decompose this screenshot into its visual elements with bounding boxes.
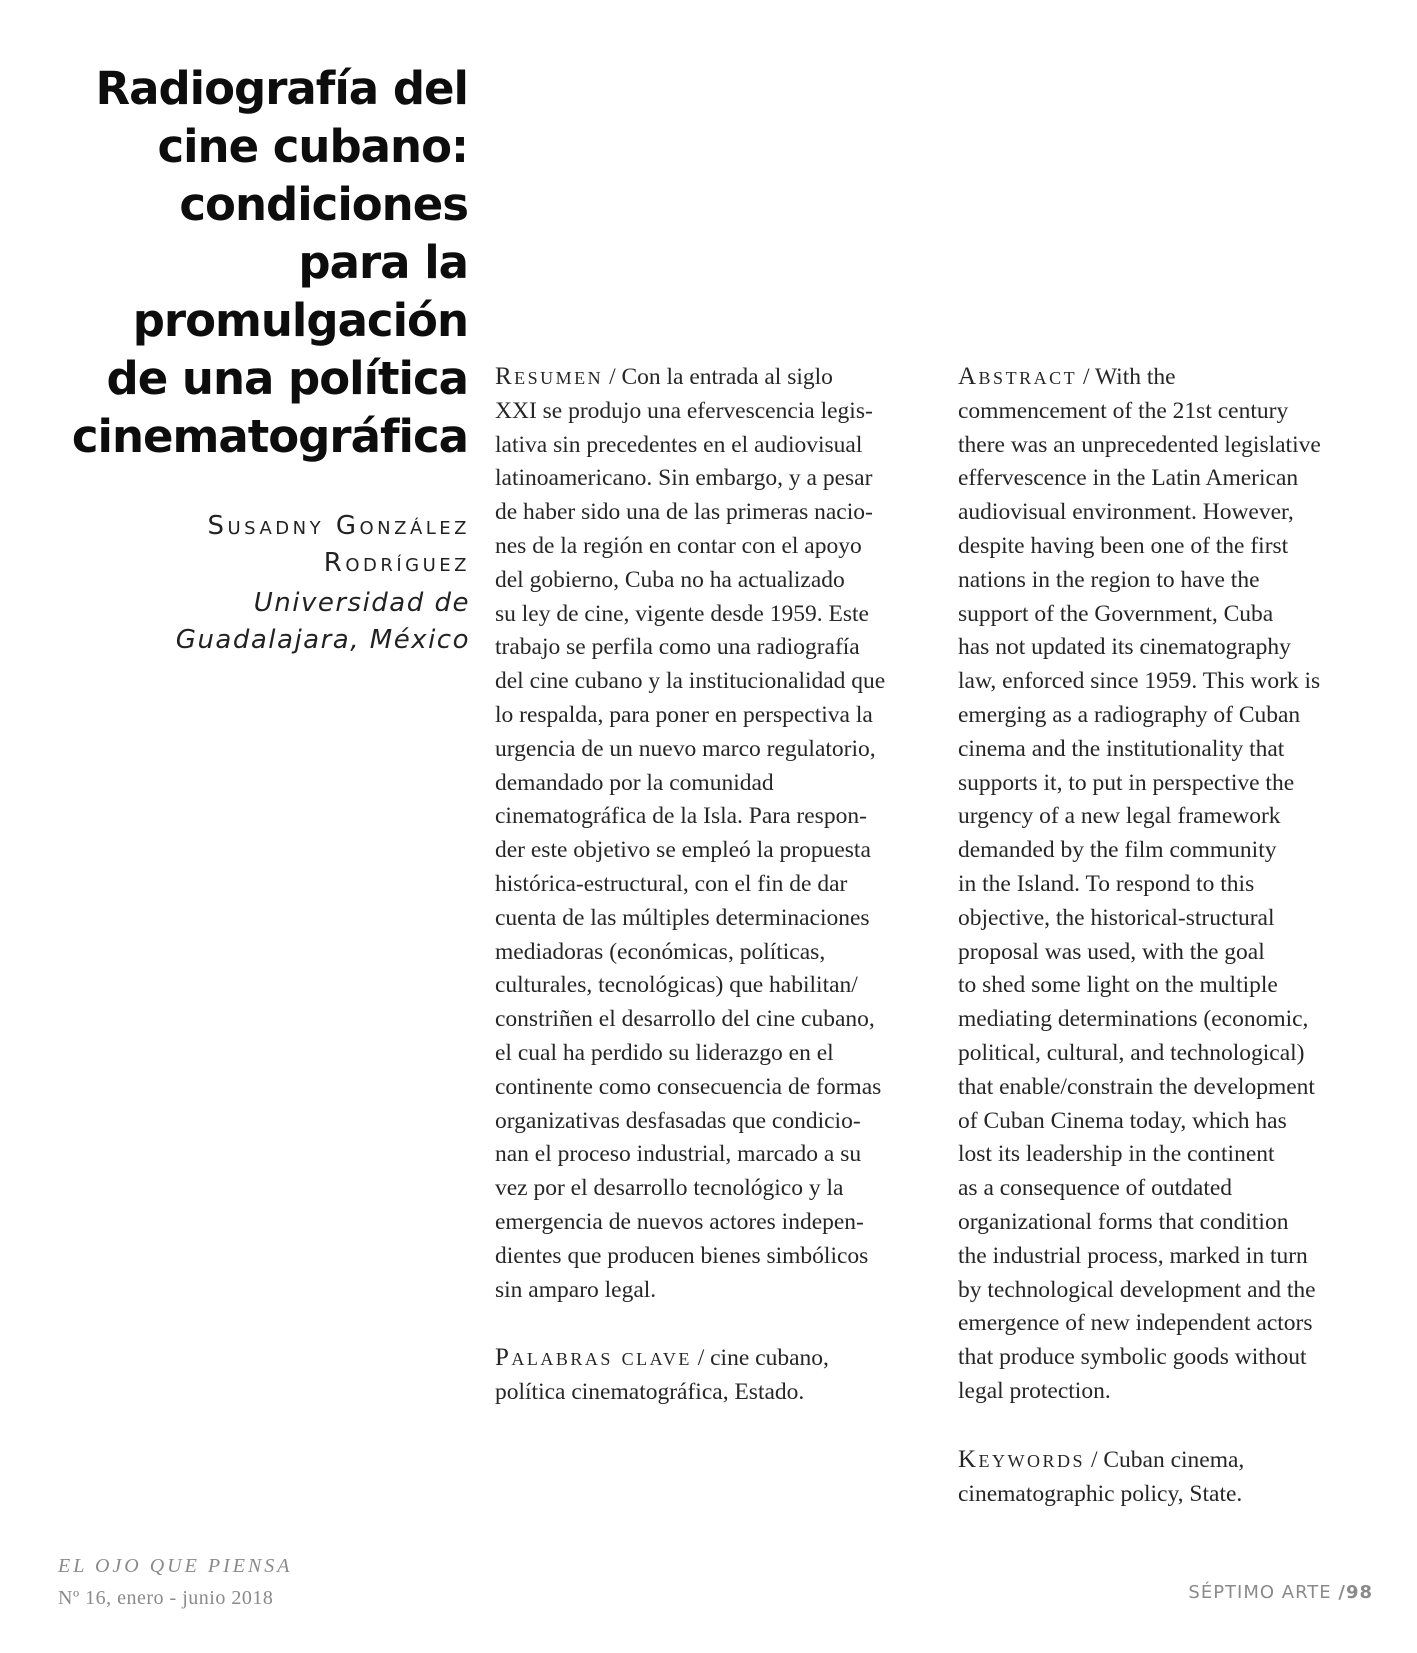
- section-page: [1188, 1582, 1373, 1603]
- title-line: condiciones: [179, 178, 468, 231]
- text-line: lo respalda, para poner en perspectiva la: [495, 701, 873, 728]
- text-line: nations in the region to have the: [958, 566, 1260, 593]
- text-line: supports it, to put in perspective the: [958, 769, 1295, 796]
- text-line: [958, 1443, 1378, 1478]
- text-line: proposal was used, with the goal: [958, 938, 1265, 965]
- text-line: to shed some light on the multiple: [958, 972, 1278, 999]
- text-line: organizativas desfasadas que condicio-: [495, 1107, 861, 1134]
- text-line: cuenta de las múltiples determinaciones: [495, 904, 870, 931]
- text-line: support of the Government, Cuba: [958, 600, 1274, 627]
- line-text: / Cuban cinema,: [1085, 1446, 1245, 1473]
- section-label: Resumen: [495, 363, 604, 390]
- text-line: urgency of a new legal framework: [958, 803, 1281, 830]
- text-line: cinema and the institutionality that: [958, 735, 1285, 762]
- text-line: continente como consecuencia de formas: [495, 1073, 882, 1100]
- text-line: el cual ha perdido su liderazgo en el: [495, 1039, 834, 1066]
- text-line: histórica-estructural, con el fin de dar: [495, 870, 848, 897]
- text-line: effervescence in the Latin American: [958, 465, 1299, 492]
- journal-title: EL OJO QUE PIENSA: [58, 1555, 293, 1577]
- text-line: emergence of new independent actors: [958, 1310, 1313, 1337]
- text-line: as a consequence of outdated: [958, 1175, 1233, 1202]
- title-line: Radiografía del: [95, 62, 468, 115]
- text-line: despite having been one of the first: [958, 532, 1289, 559]
- line-text: / cine cubano,: [691, 1345, 829, 1372]
- text-line: demandado por la comunidad: [495, 769, 774, 796]
- abstract-column: [958, 360, 1378, 1511]
- article-title: [40, 60, 468, 466]
- text-line: política cinematográfica, Estado.: [495, 1379, 805, 1406]
- text-line: emergencia de nuevos actores indepen-: [495, 1208, 864, 1235]
- text-line: commencement of the 21st century: [958, 397, 1289, 424]
- title-line: promulgación: [132, 294, 468, 347]
- text-line: constriñen el desarrollo del cine cubano,: [495, 1006, 875, 1033]
- text-line: of Cuban Cinema today, which has: [958, 1107, 1287, 1134]
- text-line: [495, 1341, 935, 1376]
- text-line: dientes que producen bienes simbólicos: [495, 1242, 869, 1269]
- text-line: has not updated its cinematography: [958, 634, 1291, 661]
- text-line: vez por el desarrollo tecnológico y la: [495, 1175, 844, 1202]
- resumen-column: [495, 360, 935, 1410]
- text-line: latinoamericano. Sin embargo, y a pesar: [495, 465, 873, 492]
- text-line: nan el proceso industrial, marcado a su: [495, 1141, 862, 1168]
- section-label: Keywords: [958, 1445, 1086, 1473]
- text-line: that produce symbolic goods without: [958, 1344, 1307, 1371]
- paragraph-spacer: [495, 1307, 935, 1341]
- abstract-paragraph: [958, 360, 1378, 1409]
- text-line: mediadoras (económicas, políticas,: [495, 938, 826, 965]
- affiliation-line: Guadalajara, México: [175, 625, 470, 655]
- text-line: der este objetivo se empleó la propuesta: [495, 837, 871, 864]
- affiliation-line: Universidad de: [253, 588, 470, 618]
- text-line: by technological development and the: [958, 1276, 1316, 1303]
- title-line: cine cubano:: [157, 120, 468, 173]
- text-line: law, enforced since 1959. This work is: [958, 668, 1321, 695]
- text-line: del cine cubano y la institucionalidad que: [495, 668, 886, 695]
- author-line: Susadny González: [207, 511, 470, 541]
- text-line: cinematographic policy, State.: [958, 1480, 1243, 1507]
- line-text: / Con la entrada al siglo: [603, 364, 833, 390]
- title-line: cinematográfica: [71, 410, 468, 463]
- author-line: Rodríguez: [323, 548, 470, 578]
- title-line: de una política: [106, 352, 468, 405]
- author-name: [40, 508, 470, 582]
- text-line: su ley de cine, vigente desde 1959. Este: [495, 600, 869, 627]
- text-line: emerging as a radiography of Cuban: [958, 701, 1301, 728]
- text-line: the industrial process, marked in turn: [958, 1242, 1308, 1269]
- text-line: sin amparo legal.: [495, 1276, 657, 1303]
- text-line: urgencia de un nuevo marco regulatorio,: [495, 735, 876, 762]
- resumen-paragraph: [495, 360, 935, 1307]
- section-label: Palabras clave: [495, 1344, 692, 1372]
- keywords-paragraph: [958, 1443, 1378, 1512]
- text-line: legal protection.: [958, 1377, 1111, 1404]
- text-line: organizational forms that condition: [958, 1208, 1289, 1235]
- text-line: del gobierno, Cuba no ha actualizado: [495, 566, 845, 593]
- text-line: culturales, tecnológicas) que habilitan/: [495, 972, 858, 999]
- text-line: [958, 360, 1378, 395]
- journal-issue: Nº 16, enero - junio 2018: [58, 1587, 274, 1609]
- text-line: audiovisual environment. However,: [958, 499, 1294, 526]
- line-text: / With the: [1077, 364, 1176, 390]
- text-line: demanded by the film community: [958, 837, 1277, 864]
- text-line: nes de la región en contar con el apoyo: [495, 532, 862, 559]
- text-line: lativa sin precedentes en el audiovisual: [495, 431, 863, 458]
- text-line: there was an unprecedented legislative: [958, 431, 1321, 458]
- text-line: [495, 360, 935, 395]
- palabras-clave-paragraph: [495, 1341, 935, 1410]
- section-label: Abstract: [958, 363, 1078, 390]
- title-line: para la: [298, 236, 468, 289]
- author-affiliation: [40, 585, 470, 659]
- text-line: cinematográfica de la Isla. Para respon-: [495, 803, 867, 830]
- page-number: /98: [1338, 1582, 1373, 1603]
- journal-info: [58, 1550, 293, 1614]
- text-line: trabajo se perfila como una radiografía: [495, 634, 860, 661]
- text-line: political, cultural, and technological): [958, 1039, 1305, 1066]
- text-line: mediating determinations (economic,: [958, 1006, 1309, 1033]
- paragraph-spacer: [958, 1409, 1378, 1443]
- text-line: de haber sido una de las primeras nacio-: [495, 499, 873, 526]
- text-line: that enable/constrain the development: [958, 1073, 1315, 1100]
- section-name: SÉPTIMO ARTE: [1188, 1582, 1339, 1603]
- text-line: in the Island. To respond to this: [958, 870, 1255, 897]
- text-line: lost its leadership in the continent: [958, 1141, 1275, 1168]
- text-line: objective, the historical-structural: [958, 904, 1275, 931]
- text-line: XXI se produjo una efervescencia legis-: [495, 397, 873, 424]
